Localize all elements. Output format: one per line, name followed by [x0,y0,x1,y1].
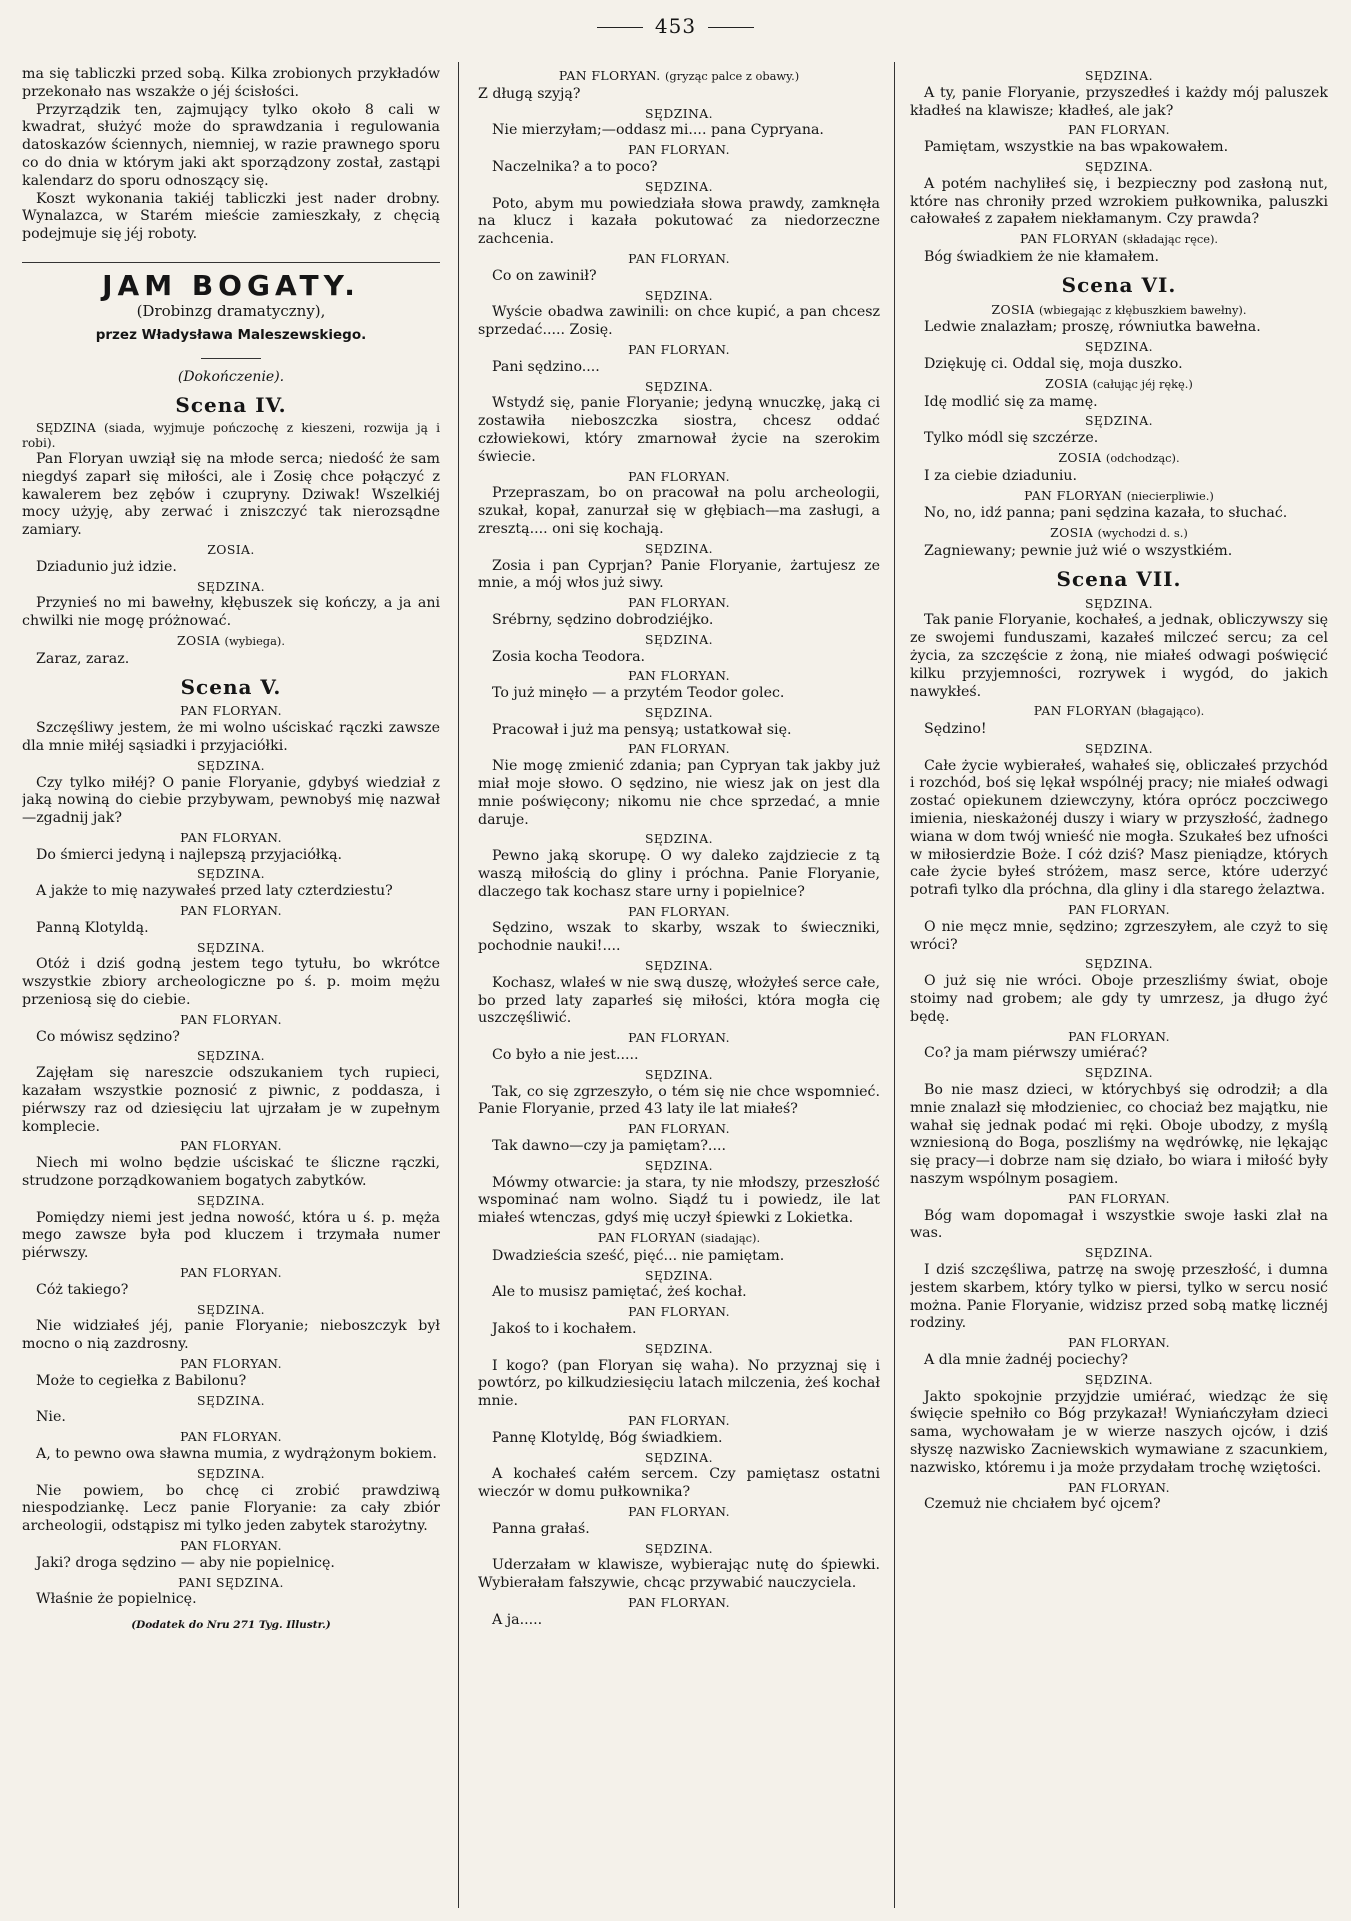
column-1 [22,66,440,1906]
dialogue-paragraph: No, no, idź panna; pani sędzina kazała, to słuchać. [924,505,1288,522]
speaker-label: PAN FLORYAN. [628,903,730,919]
speaker-name [22,757,440,775]
dialogue-paragraph: Przepraszam, bo on pracował na polu archeologii, szukał, kopał, zanurzał się w głębiach—ma zasługi, a zresztą.... oni się kochają. [478,485,880,537]
speaker-label: SĘDZINA. [645,1066,713,1082]
speaker-name [910,1064,1328,1082]
speaker-label: PAN FLORYAN. [1068,1028,1170,1044]
continuation-note: (Dokończenie). [177,369,285,386]
speaker-name [22,1537,440,1555]
speaker-name [910,901,1328,919]
speaker-name [910,740,1328,758]
speaker-name [910,67,1328,85]
dialogue-paragraph: Nie widziałeś jéj, panie Floryanie; nieboszczyk był mocno o nią zazdrosny. [22,1318,440,1353]
dialogue-paragraph: Mówmy otwarcie: ja stara, ty nie młodszy, przeszłość wspominać nam wolno. Siądź tu i powiedz, ile lat miałeś wtenczas, gdyś mię uczył śpiewki z Lokietka. [478,1174,880,1227]
play-title-block [22,262,440,387]
play-subtitle: (Drobinzg dramatyczny), [136,301,326,320]
speaker-name [910,158,1328,176]
speaker-label: PAN FLORYAN [1024,487,1123,503]
speaker-name [22,1137,440,1155]
dialogue-paragraph: Zajęłam się nareszcie odszukaniem tych rupieci, kazałam wszystkie poznosić z piwnic, z poddasza, i piérwszy raz od dziesięciu lat ujrzałam je w zupełnym komplecie. [22,1065,440,1135]
dialogue-paragraph: Uderzałam w klawisze, wybierając nutę do śpiewki. Wybierałam fałszywie, chcąc przywabić nauczyciela. [478,1557,880,1592]
speaker-name [22,1011,440,1029]
dialogue-paragraph: Właśnie że popielnicę. [36,1591,197,1608]
speaker-label: SĘDZINA. [197,1392,265,1408]
speaker-label: PAN FLORYAN. [628,468,730,484]
speaker-name [478,378,880,396]
scene-heading: Scena VII. [1056,566,1182,591]
dialogue-paragraph: Tak, co się zgrzeszyło, o tém się nie chce wspomnieć. Panie Floryanie, przed 43 laty ile lat miałeś? [478,1083,880,1118]
speaker-label: PAN FLORYAN. [180,1011,282,1027]
dialogue-paragraph: Wyście obadwa zawinili: on chce kupić, a pan chcesz sprzedać..... Zosię. [478,304,880,339]
dialogue-paragraph: Jaki? droga sędzino — aby nie popielnicę. [36,1554,335,1571]
speaker-label: PAN FLORYAN. [180,1429,282,1445]
speaker-label: SĘDZINA. [645,831,713,847]
dialogue-paragraph: Wstydź się, panie Floryanie; jedyną wnuczkę, jaką ci zostawiła nieboszczka siostra, chcesz oddać człowiekowi, który zmarnował życie na szerokim świecie. [478,395,880,465]
dialogue-paragraph: Naczelnika? a to poco? [492,158,658,175]
speaker-label: PAN FLORYAN. [628,142,730,158]
dialogue-paragraph: Z długą szyją? [478,85,581,102]
dialogue-paragraph: Dziękuję ci. Oddal się, moja duszko. [924,355,1183,372]
speaker-label: PAN FLORYAN. [180,1138,282,1154]
dialogue-paragraph: Co? ja mam piérwszy umiérać? [924,1045,1148,1062]
dialogue-paragraph: Ledwie znalazłam; proszę, równiutka bawełna. [924,319,1261,336]
speaker-label: SĘDZINA. [645,1267,713,1283]
speaker-label: SĘDZINA. [1085,413,1153,429]
speaker-name [478,1340,880,1358]
dialogue-paragraph: A jakże to mię nazywałeś przed laty czterdziestu? [36,883,393,900]
column-3 [910,66,1328,1906]
speaker-name [910,301,1328,320]
dialogue-paragraph: Tak dawno—czy ja pamiętam?.... [492,1138,726,1155]
dialogue-paragraph: Co on zawinił? [492,267,597,284]
dialogue-paragraph: Całe życie wybierałeś, wahałeś się, obliczałeś przychód i rozchód, boś się lękał wspólnéj pracy; nie miałeś odwagi zostać opiekunem dziewczyny, która oprócz poczciwego imienia, nieskażonéj duszy i wiary w przyszłość, żadnego wiana w dom twój wnieść nie mogła. Szukałeś bez ufności w miłosierdzie Boże. I cóż dziś? Masz pieniądze, których całe życie byłeś stróżem, masz serce, które uderzyć potrafi tylko dla próchna, dla gliny i dla starego żelaztwa. [910,757,1328,899]
speaker-label: PAN FLORYAN. [628,1412,730,1428]
speaker-label: PAN FLORYAN. [1068,902,1170,918]
speaker-name [478,1594,880,1612]
scene-heading: Scena IV. [175,393,287,418]
dialogue-paragraph: A kochałeś całém sercem. Czy pamiętasz ostatni wieczór w domu pułkownika? [478,1466,880,1501]
stage-direction: (siadając). [700,1231,761,1245]
speaker-name [478,740,880,758]
scene-heading: Scena V. [180,674,282,699]
speaker-label: SĘDZINA. [645,1449,713,1465]
stage-direction: (składając ręce). [1122,232,1219,247]
speaker-label: PAN FLORYAN. [628,1503,730,1519]
speaker-label: SĘDZINA. [1085,158,1153,174]
speaker-label: PAN FLORYAN. [180,1265,282,1281]
speaker-name [478,1303,880,1321]
speaker-label: SĘDZINA. [645,178,713,194]
dialogue-paragraph: Szczęśliwy jestem, że mi wolno uściskać rączki zawsze dla mnie miłéj sąsiadki i przyjaciółki. [22,720,440,754]
speaker-label: PAN FLORYAN. [628,741,730,757]
dialogue-paragraph: Panna grałaś. [492,1520,590,1537]
speaker-label: SĘDZINA. [645,105,713,121]
speaker-name [478,141,880,159]
speaker-label: SĘDZINA. [197,939,265,955]
speaker-label: SĘDZINA. [1085,740,1153,756]
speaker-label: PAN FLORYAN. [180,1537,282,1553]
dialogue-paragraph: A potém nachyliłeś się, i bezpieczny pod zasłoną nut, które nas chroniły przed wzrokiem pułkownika, paluszki całowałeś z zapałem niekłamanym. Czy prawda? [910,175,1328,228]
speaker-label: PAN FLORYAN. [1068,1335,1170,1351]
speaker-label: PAN FLORYAN [1033,703,1132,719]
speaker-label: SĘDZINA. [645,378,713,394]
speaker-name [910,955,1328,973]
speaker-label: SĘDZINA. [1085,1245,1153,1261]
dialogue-paragraph: A ty, panie Floryanie, przyszedłeś i każdy mój paluszek kładłeś na klawisze; kładłeś, ale jak? [910,84,1328,119]
speaker-name [22,865,440,883]
speaker-label: ZOSIA [1050,525,1094,541]
speaker-label: SĘDZINA. [197,1048,265,1064]
speaker-name [22,632,440,651]
column-rule-left [458,62,459,1908]
speaker-name [22,939,440,957]
dialogue-paragraph: Przyrządzik ten, zajmujący tylko około 8 cali w kwadrat, służyć może do sprawdzania i regulowania datoskazów ściennych, niemniej, w razie prawnego sporu co do dnia w którym jaki akt sporządzony został, zastąpi kalendarz do sporu odnoszący się. [22,101,440,189]
speaker-label: PAN FLORYAN. [1068,1190,1170,1206]
speaker-name [910,524,1328,543]
speaker-label: SĘDZINA. [1085,68,1153,83]
dialogue-paragraph: Co mówisz sędzino? [36,1028,180,1045]
speaker-label: PAN FLORYAN. [628,668,730,684]
column-2 [478,66,880,1906]
speaker-label: ZOSIA [1045,375,1089,391]
speaker-name [478,178,880,196]
speaker-name [910,487,1328,506]
dialogue-paragraph: O już się nie wróci. Oboje przeszliśmy świat, oboje stoimy nad grobem; ale gdy ty umrzesz, ja długo żyć będę. [910,973,1328,1025]
speaker-name [478,830,880,848]
speaker-name [22,1574,440,1592]
dialogue-paragraph: Pannę Klotyldę, Bóg świadkiem. [492,1429,723,1446]
speaker-name [910,1028,1328,1046]
dialogue-paragraph: Dziadunio już idzie. [36,558,177,575]
dialogue-paragraph: I dziś szczęśliwa, patrzę na swoję przeszłość, i dumna jestem skarbem, który tylko w piersi, tylko w sercu nosić można. Panie Floryanie, widzisz przed sobą matkę licznéj rodziny. [910,1262,1328,1332]
dialogue-paragraph: Otóż i dziś godną jestem tego tytułu, bo wkrótce wszystkie zbiory archeologiczne po ś. p. moim mężu przeniosą się do ciebie. [22,956,440,1009]
speaker-label: PAN FLORYAN. [180,829,282,845]
speaker-label: PAN FLORYAN. [628,341,730,357]
dialogue-paragraph: Tylko módl się szczérze. [924,430,1099,447]
speaker-name [22,1465,440,1483]
dialogue-paragraph: A dla mnie żadnéj pociechy? [924,1351,1129,1368]
play-author: przez Władysława Maleszewskiego. [95,326,367,343]
dialogue-paragraph: A, to pewno owa sławna mumia, z wydrążonym bokiem. [36,1445,437,1462]
speaker-label: SĘDZINA. [645,958,713,974]
dialogue-paragraph: Sędzino! [924,721,987,738]
dialogue-paragraph: Panną Klotyldą. [36,919,149,936]
dialogue-paragraph: Pracował i już ma pensyą; ustatkował się. [492,721,792,738]
dialogue-paragraph: Jakto spokojnie przyjdzie umiérać, wiedząc że się święcie spełniło co Bóg przykazał! Wyniańczyłam dzieci sama, wychowałam je w wierze naszych ojców, i dziś słyszę nazwisko Zacniewskich wymawiane z szacunkiem, nazwisko, któremu i ja może przydałam trochę wziętości. [910,1388,1328,1476]
speaker-label: PAN FLORYAN. [628,250,730,266]
speaker-label: SĘDZINA. [1085,339,1153,355]
dialogue-paragraph: Nie mogę zmienić zdania; pan Cypryan tak jakby już miał moje słowo. O sędzino, nie wiesz jak on jest dla mnie poświęcony; nikomu nie chce sprzedać, a mnie daruje. [478,758,880,828]
speaker-name [910,230,1328,249]
dialogue-paragraph: Zosia kocha Teodora. [492,648,646,665]
speaker-name [22,1192,440,1210]
speaker-name [910,375,1328,394]
speaker-name [478,1120,880,1138]
page-number: 453 [654,14,697,38]
speaker-name [910,702,1328,721]
speaker-name [478,1412,880,1430]
dialogue-paragraph: Ale to musisz pamiętać, żeś kochał. [492,1284,747,1301]
speaker-label: SĘDZINA. [1085,1065,1153,1081]
dialogue-paragraph: Nie powiem, bo chcę ci zrobić prawdziwą niespodziankę. Lecz panie Floryanie: za cały zbiór archeologii, odstąpisz mi tylko jeden zabytek starożytny. [22,1482,440,1535]
dialogue-paragraph: Dwadzieścia sześć, pięć... nie pamiętam. [492,1247,785,1264]
speaker-name [478,67,880,86]
speaker-name [22,902,440,920]
dialogue-paragraph: Przynieś no mi bawełny, kłębuszek się kończy, a ja ani chwilki nie mogę próżnować. [22,595,440,630]
dialogue-paragraph: To już minęło — a przytém Teodor golec. [492,685,785,702]
dialogue-paragraph: Bóg wam dopomagał i wszystkie swoje łaski zlał na was. [910,1207,1328,1242]
stage-direction: (wbiegając z kłębuszkiem bawełny). [1038,302,1247,317]
speaker-name [22,578,440,596]
stage-direction: (wybiega). [224,633,285,648]
speaker-label: PAN FLORYAN [1019,231,1119,247]
speaker-label: SĘDZINA. [645,1540,713,1556]
speaker-label: SĘDZINA. [197,1465,265,1481]
speaker-name [478,631,880,649]
speaker-name [478,1029,880,1047]
speaker-name [22,1355,440,1373]
speaker-name [910,121,1328,139]
speaker-name [478,105,880,123]
dialogue-paragraph: Pomiędzy niemi jest jedna nowość, która u ś. p. męża mego zawsze była pod kluczem i trzymała numer piérwszy. [22,1209,440,1262]
speaker-name [22,1392,440,1410]
speaker-name [478,1066,880,1084]
stage-direction: (błagająco). [1136,704,1205,719]
speaker-label: SĘDZINA. [1085,595,1153,611]
dialogue-paragraph: Czy tylko miłéj? O panie Floryanie, gdybyś wiedział z jaką nowiną do ciebie przybywam, pewnobyś mię nazwał—zgadnij jak? [22,774,440,827]
speaker-label: SĘDZINA. [645,704,713,720]
speaker-label: ZOSIA. [207,541,255,557]
dialogue-paragraph: I kogo? (pan Floryan się waha). No przyznaj się i powtórz, po kilkudziesięciu latach milczenia, żeś kochał mnie. [478,1357,880,1410]
stage-direction: (odchodząc). [1105,450,1180,465]
speaker-name [478,1157,880,1175]
speaker-label: SĘDZINA. [197,578,265,594]
dialogue-paragraph: Bo nie masz dzieci, w którychbyś się odrodził; a dla mnie znalazł się młodzieniec, co chociaż bez majątku, nie wahał się jednak podać mi ręki. Oboje ubodzy, z myślą wzniesioną do Boga, poszliśmy na wędrówkę, nie lękając się pracy—i dobrze nam się działo, bo wiara i miłość były naszym wspólnym posagiem. [910,1082,1328,1188]
speaker-label: SĘDZINA. [645,287,713,303]
speaker-name [910,1244,1328,1262]
dialogue-paragraph: Idę modlić się za mamę. [924,393,1098,410]
dialogue-paragraph: Sędzino, wszak to skarby, wszak to świeczniki, pochodnie nauki!.... [478,920,880,955]
speaker-name [910,1190,1328,1208]
speaker-label: SĘDZINA. [645,1340,713,1356]
speaker-name [478,667,880,685]
speaker-label: PAN FLORYAN. [628,1121,730,1137]
scene-heading: Scena VI. [1061,272,1177,297]
speaker-name [478,1267,880,1285]
dialogue-paragraph: Bóg świadkiem że nie kłamałem. [924,248,1160,265]
speaker-label: PAN FLORYAN. [1068,122,1170,138]
dialogue-paragraph: Nie mierzyłam;—oddasz mi.... pana Cypryana. [492,122,824,139]
speaker-name [22,541,440,559]
dialogue-paragraph: Do śmierci jedyną i najlepszą przyjaciółką. [36,846,343,863]
speaker-label: SĘDZINA. [197,1301,265,1317]
page-header [0,14,1351,38]
dialogue-paragraph: Pewno jaką skorupę. O wy daleko zajdziecie z tą waszą miłością do gliny i próchna. Panie Floryanie, dlaczego tak kochasz stare urny i popielnice? [478,848,880,900]
speaker-name [478,704,880,722]
stage-direction: (gryząc palce z obawy.) [664,69,800,83]
speaker-label: SĘDZINA. [197,866,265,882]
speaker-label: SĘDZINA. [1085,1371,1153,1387]
dialogue-paragraph: Zosia i pan Cyprjan? Panie Floryanie, żartujesz ze mnie, a mój włos już siwy. [478,557,880,592]
speaker-name [910,595,1328,613]
dialogue-paragraph: I za ciebie dziaduniu. [924,467,1078,484]
dialogue-paragraph: Zagniewany; pewnie już wié o wszystkiém. [924,542,1233,559]
speaker-label: SĘDZINA. [1085,956,1153,972]
speaker-name [22,1428,440,1446]
speaker-name [478,468,880,486]
dialogue-paragraph: Pani sędzino.... [492,358,600,375]
play-title: JAM BOGATY. [102,268,360,302]
speaker-label: PAN FLORYAN. [628,1030,730,1046]
speaker-name [478,903,880,921]
speaker-label: SĘDZINA. [197,757,265,773]
speaker-label: PAN FLORYAN. [1068,1479,1170,1495]
stage-direction: (niecierpliwie.) [1126,488,1214,503]
dialogue-paragraph: Zaraz, zaraz. [36,650,130,667]
header-dash-left [597,27,643,28]
dialogue-paragraph: Poto, abym mu powiedziała słowa prawdy, zamknęła na klucz i kazała pokutować za niedorzeczne zachcenia. [478,195,880,248]
speaker-label: SĘDZINA. [645,1157,713,1173]
dialogue-paragraph: Pan Floryan uwziął się na młode serca; niedość że sam niegdyś zaparł się miłości, ale i Zosię chce połączyć z kawalerem bez zębów i czupryny. Dziwak! Wszelkiéj mocy użyję, aby zerwać i zniszczyć tak nierozsądne zamiary. [22,450,440,539]
dialogue-paragraph: Kochasz, wlałeś w nie swą duszę, włożyłeś serce całe, bo przed laty zaparłeś się miłości, która mogła cię uszczęśliwić. [478,974,880,1027]
speaker-label: PAN FLORYAN. [558,68,661,83]
speaker-label: ZOSIA [1058,449,1102,465]
short-divider [201,358,261,359]
speaker-label: PAN FLORYAN. [180,903,282,919]
speaker-name [478,1449,880,1467]
stage-direction: (całując jéj rękę.) [1092,376,1193,391]
speaker-label: PAN FLORYAN. [180,1356,282,1371]
speaker-name [22,1264,440,1282]
dialogue-paragraph: Pamiętam, wszystkie na bas wpakowałem. [924,139,1229,156]
speaker-label: SĘDZINA. [197,1192,265,1208]
speaker-label: ZOSIA [991,301,1035,317]
speaker-name [478,594,880,612]
speaker-name [478,957,880,975]
speaker-name [910,338,1328,356]
speaker-name [478,250,880,268]
dialogue-paragraph: Może to cegiełka z Babilonu? [36,1372,247,1389]
speaker-label: ZOSIA [177,632,221,648]
speaker-label: SĘDZINA. [645,631,713,647]
speaker-label: PAN FLORYAN [597,1230,697,1245]
dialogue-paragraph: Tak panie Floryanie, kochałeś, a jednak, obliczywszy się ze swojemi funduszami, kazałeś milczeć sercu; za cel życia, za szczęście z żoną, nie miałeś odwagi poświęcić kilku przyjemności, rozrywek i wygód, do jakich nawykłeś. [910,612,1328,700]
speaker-label: SĘDZINA. [645,540,713,556]
speaker-label: PAN FLORYAN. [628,1304,730,1320]
speaker-name [22,1047,440,1065]
speaker-label: PAN FLORYAN. [628,595,730,611]
dialogue-paragraph: Srébrny, sędzino dobrodziéjko. [492,611,714,628]
speaker-label: PAN FLORYAN. [628,1594,730,1610]
dialogue-paragraph: Cóż takiego? [36,1281,129,1298]
dialogue-paragraph: Koszt wykonania takiéj tabliczki jest nader drobny. Wynalazca, w Starém mieście zamieszkały, z chęcią podejmuje się jéj roboty. [22,190,440,243]
speaker-name [478,341,880,359]
dialogue-paragraph: Co było a nie jest..... [492,1047,639,1064]
speaker-name [910,449,1328,468]
dialogue-paragraph: Jakoś to i kochałem. [492,1320,637,1337]
dialogue-paragraph: Niech mi wolno będzie uściskać te śliczne rączki, strudzone porządkowaniem bogatych zabytków. [22,1155,440,1190]
dialogue-paragraph: O nie męcz mnie, sędzino; zgrzeszyłem, ale czyż to się wróci? [910,918,1328,953]
speaker-name [478,540,880,558]
stage-direction-paragraph: SĘDZINA (siada, wyjmuje pończochę z kieszeni, rozwija ją i robi). [22,420,440,450]
speaker-name [478,1540,880,1558]
supplement-footnote: (Dodatek do Nru 271 Tyg. Illustr.) [131,1619,331,1632]
speaker-name [22,1301,440,1319]
dialogue-paragraph: A ja..... [492,1611,543,1628]
speaker-name [478,1503,880,1521]
speaker-name [910,1479,1328,1497]
speaker-name [478,1229,880,1248]
dialogue-paragraph: Czemuż nie chciałem być ojcem? [924,1496,1161,1513]
speaker-label: PAN FLORYAN. [180,703,282,719]
dialogue-paragraph: ma się tabliczki przed sobą. Kilka zrobionych przykładów przekonało nas wszakże o jéj ścisłości. [22,66,440,100]
stage-direction: (wychodzi d. s.) [1097,526,1188,541]
speaker-name [478,287,880,305]
speaker-name [910,1371,1328,1389]
speaker-name [910,412,1328,430]
speaker-name [22,829,440,847]
speaker-label: PANI SĘDZINA. [178,1574,284,1590]
header-dash-right [708,27,754,28]
speaker-name [22,702,440,720]
column-rule-right [894,62,895,1908]
dialogue-paragraph: Nie. [36,1409,66,1426]
speaker-name [910,1334,1328,1352]
